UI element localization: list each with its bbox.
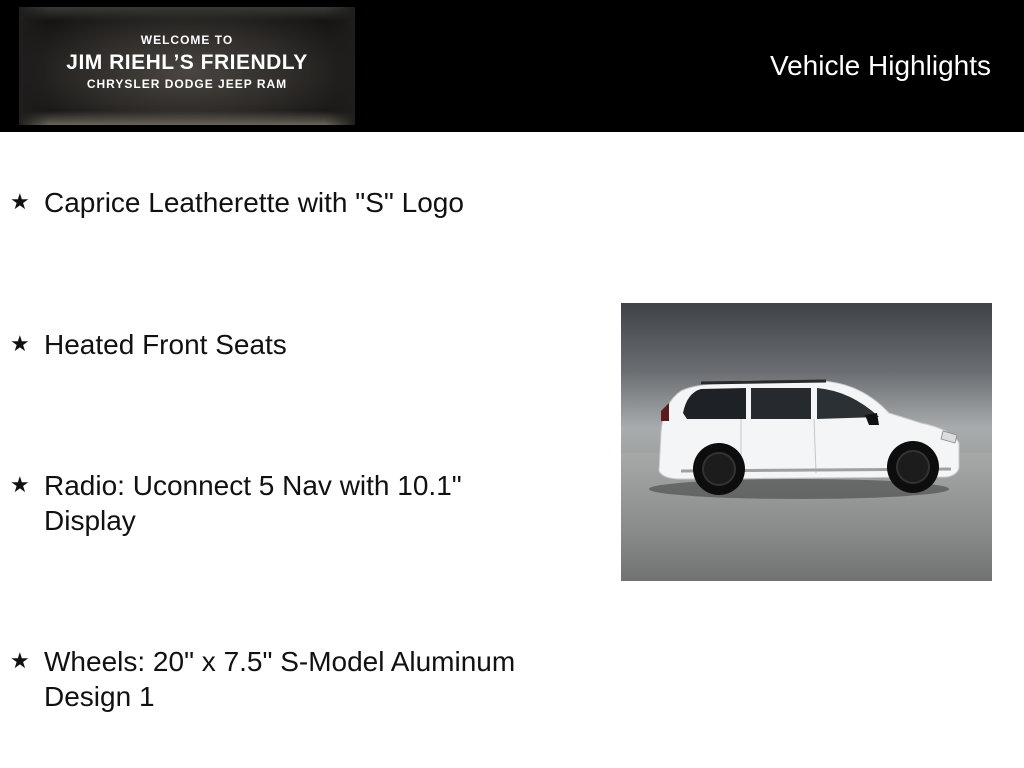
star-icon: ★ <box>10 648 30 673</box>
highlight-item <box>10 468 590 538</box>
dealer-logo <box>19 7 355 125</box>
star-icon: ★ <box>10 189 30 214</box>
highlight-text: Radio: Uconnect 5 Nav with 10.1" Display <box>44 470 462 536</box>
highlight-text: Wheels: 20" x 7.5" S-Model Aluminum Design 1 <box>44 646 516 712</box>
logo-welcome-text: WELCOME TO <box>140 33 234 47</box>
highlight-item <box>10 327 590 362</box>
highlight-text: Heated Front Seats <box>44 329 287 360</box>
highlight-item <box>10 644 590 714</box>
logo-brands-text: CHRYSLER DODGE JEEP RAM <box>86 77 288 91</box>
star-icon: ★ <box>10 331 30 356</box>
vehicle-photo <box>621 303 992 581</box>
highlight-text: Caprice Leatherette with "S" Logo <box>44 187 464 218</box>
highlight-item <box>10 185 590 220</box>
page-title: Vehicle Highlights <box>769 50 991 81</box>
page-header <box>0 0 1024 132</box>
logo-dealer-name: JIM RIEHL’S FRIENDLY <box>66 51 308 74</box>
minivan-image <box>621 303 992 581</box>
star-icon: ★ <box>10 472 30 497</box>
